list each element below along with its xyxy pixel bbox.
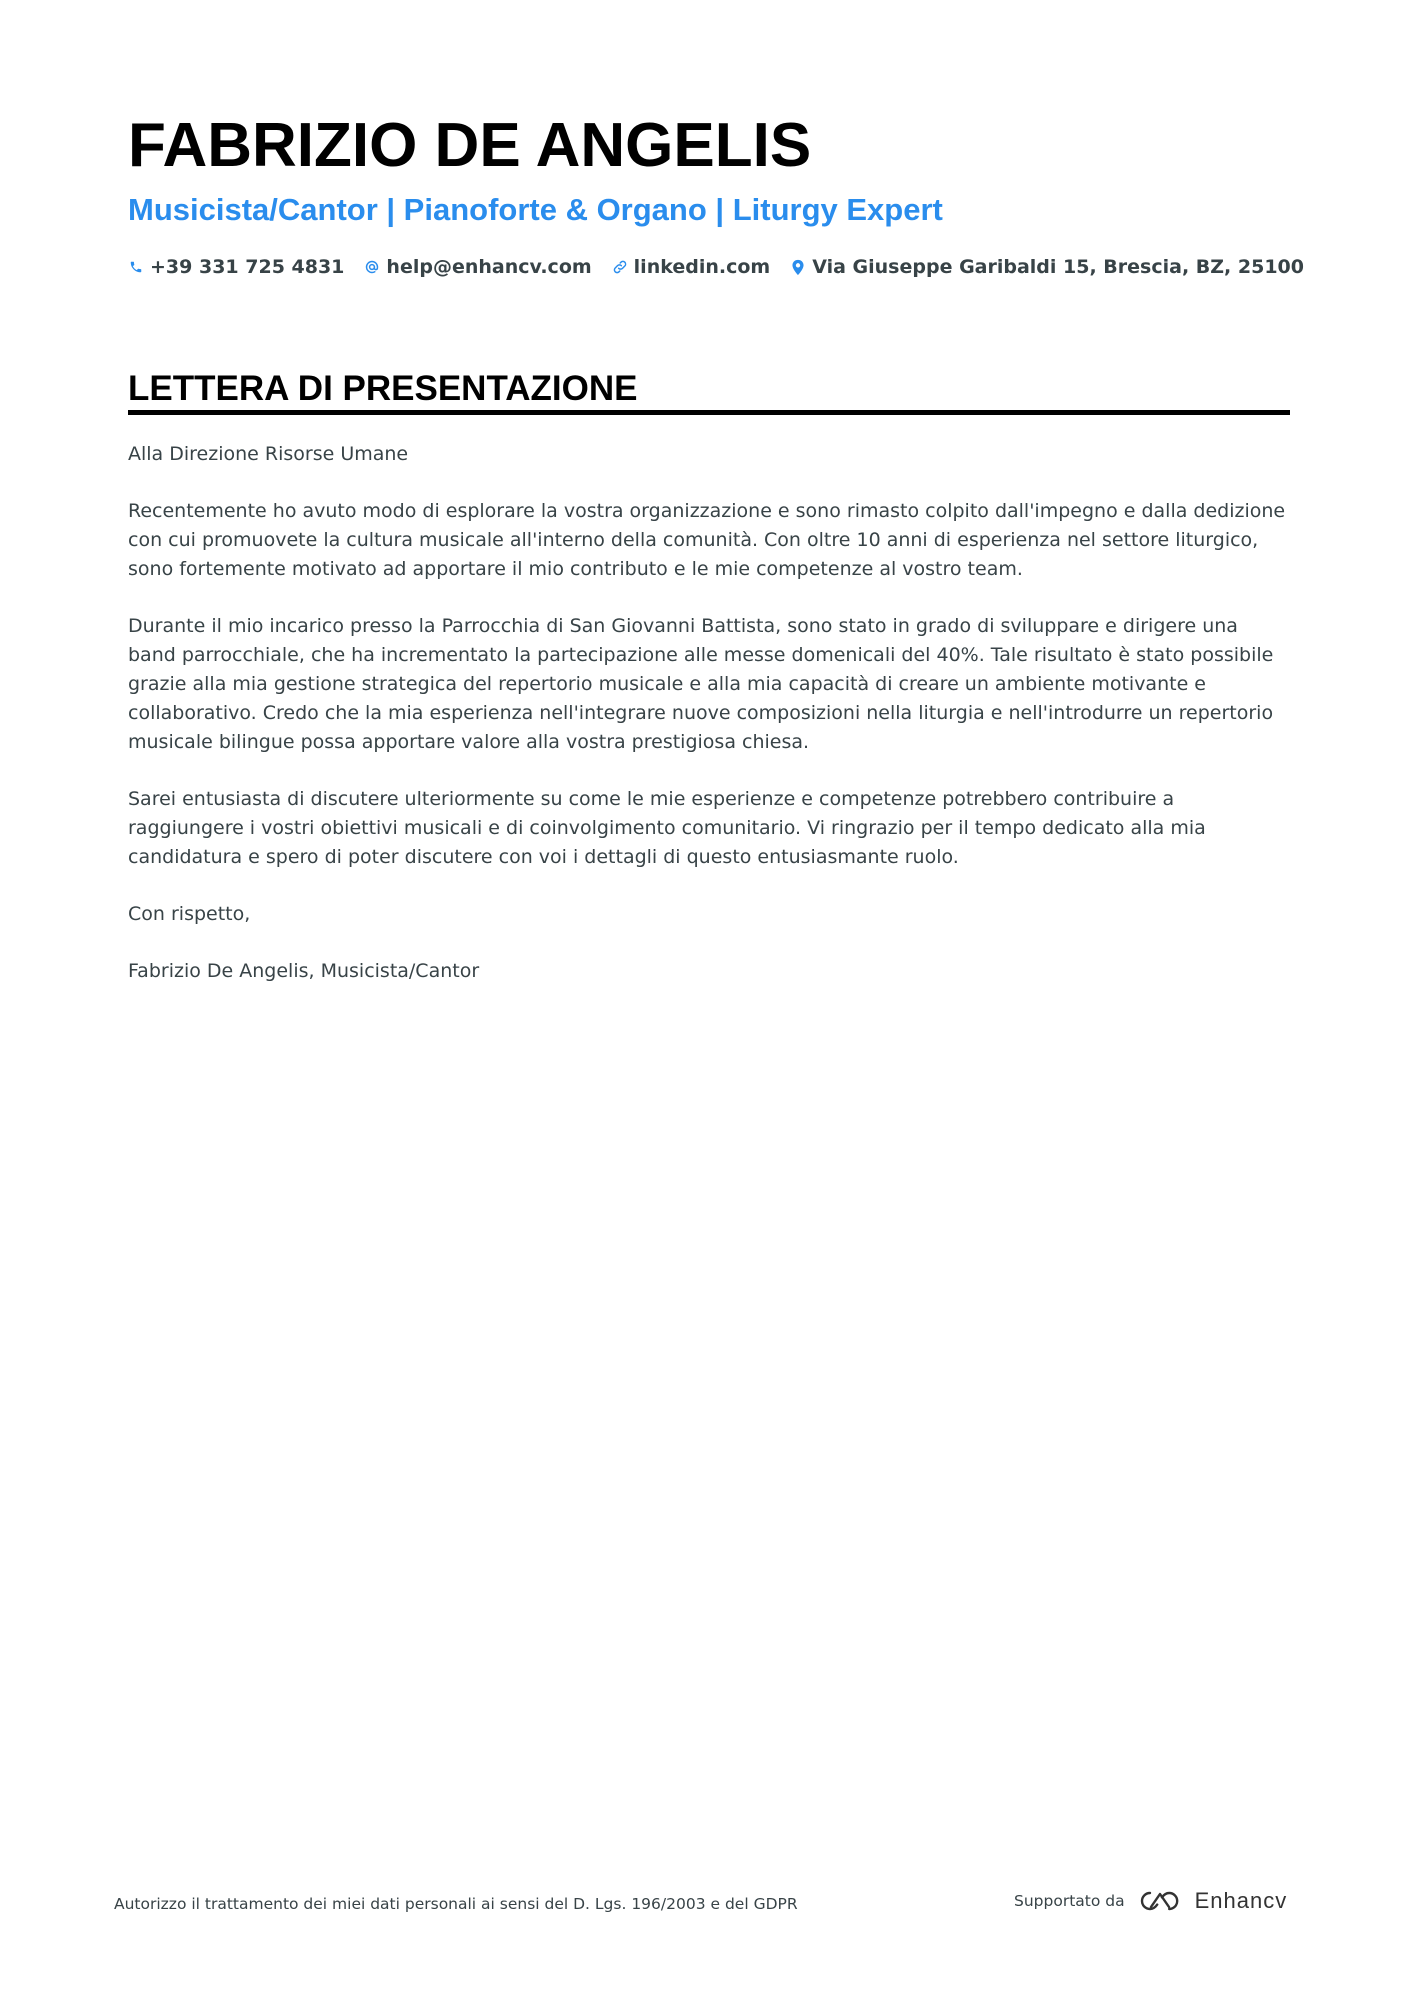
contact-email-text[interactable]: help@enhancv.com xyxy=(386,256,592,278)
contact-linkedin-text[interactable]: linkedin.com xyxy=(633,256,771,278)
contact-email[interactable] xyxy=(364,252,591,282)
powered-by-label: Supportato da xyxy=(1014,1892,1125,1910)
letter-signature: Fabrizio De Angelis, Musicista/Cantor xyxy=(128,960,480,982)
enhancv-brand: Enhancv xyxy=(1194,1888,1288,1913)
letter-closing: Con rispetto, xyxy=(128,903,251,925)
privacy-consent-note: Autorizzo il trattamento dei miei dati personali ai sensi del D. Lgs. 196/2003 e del GDPR xyxy=(114,1895,798,1913)
letter-paragraph-3: Sarei entusiasta di discutere ulteriormente su come le mie esperienze e competenze potrebbero contribuire a raggiungere i vostri obiettivi musicali e di coinvolgimento comunitario. Vi ringrazio per il tempo dedicato alla mia candidatura e spero di poter discutere con voi i dettagli di questo entusiasmante ruolo. xyxy=(128,788,1206,868)
letter-salutation: Alla Direzione Risorse Umane xyxy=(128,443,409,465)
letter-paragraph-2: Durante il mio incarico presso la Parrocchia di San Giovanni Battista, sono stato in grado di sviluppare e dirigere una band parrocchiale, che ha incrementato la partecipazione alle messe domenicali del 40%. Tale risultato è stato possibile grazie alla mia gestione strategica del repertorio musicale e alla mia capacità di creare un ambiente motivante e collaborativo. Credo che la mia esperienza nell'integrare nuove composizioni nella liturgia e nell'introdurre un repertorio musicale bilingue possa apportare valore alla vostra prestigiosa chiesa. xyxy=(128,615,1274,753)
letter-body xyxy=(128,440,1290,1014)
phone-icon xyxy=(128,258,144,276)
contact-bar xyxy=(128,252,1324,282)
candidate-name: FABRIZIO DE ANGELIS xyxy=(128,111,812,180)
enhancv-logo-icon xyxy=(1137,1889,1183,1913)
contact-phone xyxy=(128,252,344,282)
powered-by[interactable] xyxy=(1014,1888,1287,1914)
section-divider xyxy=(128,410,1290,415)
contact-phone-text: +39 331 725 4831 xyxy=(150,256,345,278)
candidate-headline: Musicista/Cantor | Pianoforte & Organo | Liturgy Expert xyxy=(128,192,943,227)
letter-paragraph-1: Recentemente ho avuto modo di esplorare la vostra organizzazione e sono rimasto colpito dall'impegno e dalla dedizione con cui promuovete la cultura musicale all'interno della comunità. Con oltre 10 anni di esperienza nel settore liturgico, sono fortemente motivato ad apportare il mio contributo e le mie competenze al vostro team. xyxy=(128,500,1286,580)
at-icon xyxy=(364,258,380,276)
location-pin-icon xyxy=(790,258,806,276)
link-icon xyxy=(612,258,628,276)
contact-address xyxy=(790,252,1304,282)
contact-linkedin[interactable] xyxy=(612,252,771,282)
contact-address-text: Via Giuseppe Garibaldi 15, Brescia, BZ, 25100 xyxy=(812,256,1304,278)
section-title: LETTERA DI PRESENTAZIONE xyxy=(128,369,638,408)
